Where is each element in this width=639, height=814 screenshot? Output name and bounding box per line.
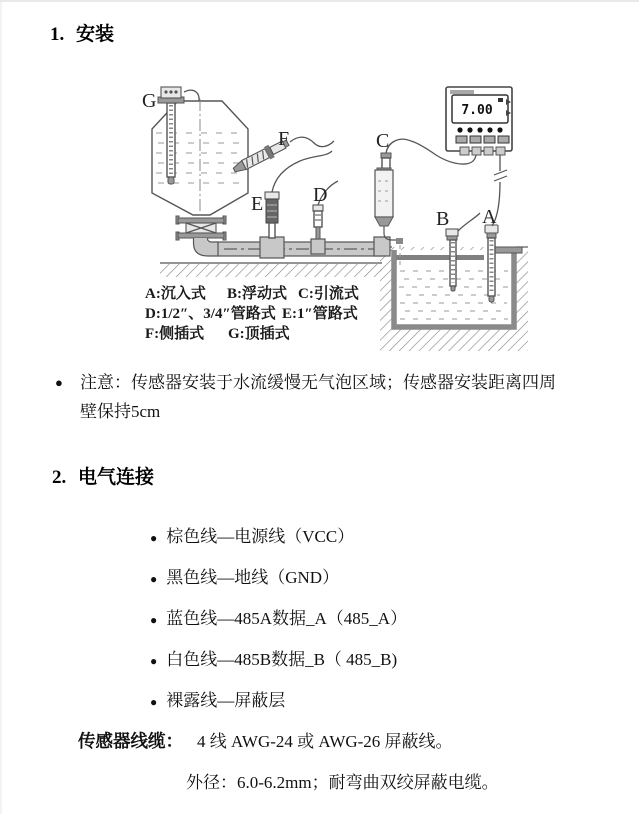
diagram-legend: [145, 282, 585, 344]
wire-text: 黑色线—地线（GND）: [166, 568, 340, 587]
legend-item-g: G:顶插式: [228, 326, 290, 342]
sensor-cable-spec-line: [78, 727, 453, 753]
pipe-tee-d: [311, 239, 325, 254]
wire-text: 白色线—485B数据_B（ 485_B): [166, 650, 398, 669]
pipe-tee-e: [260, 237, 284, 258]
sensor-cable-label: 传感器线缆：: [78, 731, 183, 751]
section-1-heading: [50, 19, 114, 46]
legend-item-f: F:侧插式: [145, 326, 205, 342]
legend-item-b: B:浮动式: [227, 286, 288, 302]
ground-hatch-band: [160, 263, 382, 277]
installation-diagram: [130, 85, 600, 355]
label-g: G: [142, 90, 157, 112]
note-text: 注意：传感器安装于水流缓慢无气泡区域；传感器安装距离四周壁保持5cm: [80, 373, 556, 421]
section-2-title: 电气连接: [78, 467, 155, 488]
ph-controller: [446, 87, 512, 155]
wire-text: 蓝色线—485A数据_A（485_A）: [166, 609, 408, 628]
legend-item-e: E:1″管路式: [282, 306, 358, 322]
label-f: F: [278, 128, 290, 150]
legend-item-a: A:沉入式: [145, 286, 206, 302]
label-b: B: [436, 208, 450, 230]
section-1-number: 1.: [50, 24, 65, 45]
bullet-icon: ●: [150, 531, 158, 545]
sensor-cable-spec: 4 线 AWG-24 或 AWG-26 屏蔽线。: [197, 732, 453, 751]
sensor-a-bracket: [494, 247, 522, 253]
wire-text: 棕色线—电源线（VCC）: [166, 527, 355, 546]
section-2-number: 2.: [52, 467, 67, 488]
legend-item-c: C:引流式: [298, 286, 359, 302]
label-d: D: [313, 184, 328, 206]
bullet-icon: ●: [150, 572, 158, 586]
wire-item-bare: [150, 686, 407, 710]
label-e: E: [251, 193, 264, 215]
float-bar: [396, 255, 484, 260]
label-a: A: [482, 206, 497, 228]
bullet-icon: ●: [150, 613, 158, 627]
section-2-heading: [52, 462, 154, 489]
note-bullet-icon: ●: [55, 375, 63, 390]
wire-item-white: [150, 645, 407, 669]
wire-item-blue: [150, 604, 407, 628]
wire-list: [150, 522, 407, 727]
meter-lcd-flag: [498, 98, 503, 102]
section-1-title: 安装: [76, 24, 115, 45]
meter-reading: 7.00: [461, 103, 493, 118]
bullet-icon: ●: [150, 695, 158, 709]
bullet-icon: ●: [150, 654, 158, 668]
sensor-cable-outer-diameter: 外径：6.0-6.2mm；耐弯曲双绞屏蔽电缆。: [186, 773, 499, 792]
installation-note: [55, 368, 595, 426]
wire-text: 裸露线—屏蔽层: [166, 691, 286, 710]
meter-brand-label: [450, 90, 474, 94]
wire-item-brown: [150, 522, 407, 546]
label-c: C: [376, 130, 390, 152]
legend-item-d: D:1/2″、3/4″管路式: [145, 306, 276, 322]
wire-item-black: [150, 563, 407, 587]
